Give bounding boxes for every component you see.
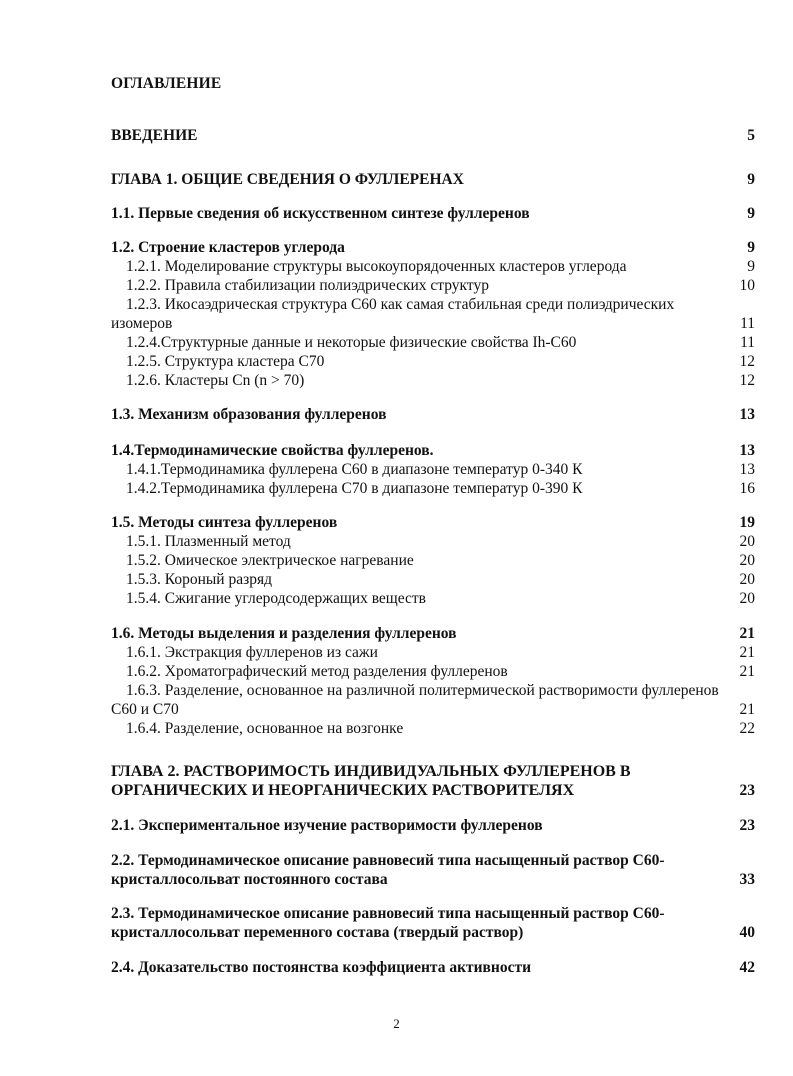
- toc-entry-text: 1.5.1. Плазменный метод: [126, 533, 291, 550]
- toc-entry-1-6-1[interactable]: [126, 643, 755, 662]
- toc-entry-page: 21: [739, 644, 755, 661]
- toc-entry-1-1[interactable]: [111, 204, 755, 223]
- toc-entry-text: 2.3. Термодинамическое описание равновесий типа насыщенный раствор С60-кристаллосольват переменного состава (твердый раствор): [111, 905, 665, 941]
- toc-entry-1-2-6[interactable]: [126, 371, 755, 390]
- toc-entry-text: ГЛАВА 2. РАСТВОРИМОСТЬ ИНДИВИДУАЛЬНЫХ ФУЛЛЕРЕНОВ В ОРГАНИЧЕСКИХ И НЕОРГАНИЧЕСКИХ РАСТВОРИТЕЛЯХ: [111, 763, 631, 799]
- toc-entry-text: 1.4.Термодинамические свойства фуллеренов.: [111, 442, 434, 459]
- toc-entry-1-2-5[interactable]: [126, 352, 755, 371]
- toc-entry-text: 1.4.2.Термодинамика фуллерена С70 в диапазоне температур 0-390 К: [126, 480, 583, 497]
- toc-entry-page: 9: [747, 205, 755, 222]
- toc-entry-1-5-1[interactable]: [126, 532, 755, 551]
- page-number: 2: [393, 1016, 400, 1031]
- toc-entry-page: 20: [739, 590, 755, 607]
- toc-entry-1-3[interactable]: [111, 405, 755, 424]
- toc-entry-text: 2.1. Экспериментальное изучение растворимости фуллеренов: [111, 817, 543, 834]
- toc-entry-2-4[interactable]: [111, 958, 755, 977]
- toc-entry-text: 1.2.1. Моделирование структуры высокоупорядоченных кластеров углерода: [126, 258, 627, 275]
- toc-entry-text: 2.2. Термодинамическое описание равновесий типа насыщенный раствор С60-кристаллосольват постоянного состава: [111, 852, 665, 888]
- toc-entry-text: 1.5. Методы синтеза фуллеренов: [111, 514, 338, 531]
- toc-entry-page: 16: [739, 480, 755, 497]
- toc-entry-text: 1.6.4. Разделение, основанное на возгонке: [126, 720, 404, 737]
- toc-entry-1-4-2[interactable]: [126, 479, 755, 498]
- toc-entry-page: 22: [739, 720, 755, 737]
- toc-entry-text: 2.4. Доказательство постоянства коэффициента активности: [111, 959, 532, 976]
- toc-entry-page: 13: [739, 461, 755, 478]
- toc-entry-text: 1.2.3. Икосаэдрическая структура С60 как самая стабильная среди полиэдрических изомеров: [111, 296, 675, 332]
- toc-entry-1-2[interactable]: [111, 238, 755, 257]
- toc-title: ОГЛАВЛЕНИЕ: [111, 75, 222, 92]
- toc-entry-text: 1.6. Методы выделения и разделения фуллеренов: [111, 625, 457, 642]
- toc-entry-page: 5: [747, 127, 755, 144]
- toc-entry-page: 12: [739, 372, 755, 389]
- toc-entry-page: 40: [739, 924, 755, 941]
- toc-entry-page: 23: [739, 782, 755, 799]
- toc-entry-page: 33: [739, 871, 755, 888]
- toc-entry-text: ГЛАВА 1. ОБЩИЕ СВЕДЕНИЯ О ФУЛЛЕРЕНАХ: [111, 171, 464, 188]
- toc-entry-text: 1.2.2. Правила стабилизации полиэдрических структур: [126, 277, 489, 294]
- toc-entry-text: 1.6.1. Экстракция фуллеренов из сажи: [126, 644, 378, 661]
- toc-entry-page: 21: [739, 625, 755, 642]
- toc-entry-1-5-3[interactable]: [126, 570, 755, 589]
- toc-entry-text: 1.5.2. Омическое электрическое нагревание: [126, 552, 414, 569]
- toc-entry-1-4-1[interactable]: [126, 460, 755, 479]
- toc-entry-1-2-4[interactable]: [126, 333, 755, 352]
- toc-entry-page: 21: [739, 701, 755, 718]
- toc-entry-page: 20: [739, 552, 755, 569]
- toc-entry-text: ВВЕДЕНИЕ: [111, 127, 198, 144]
- toc-entry-page: 20: [739, 571, 755, 588]
- toc-entry-2-3[interactable]: [111, 904, 755, 942]
- toc-entry-1-6[interactable]: [111, 624, 755, 643]
- toc-entry-page: 9: [747, 171, 755, 188]
- toc-entry-text: 1.4.1.Термодинамика фуллерена С60 в диапазоне температур 0-340 К: [126, 461, 583, 478]
- toc-entry-2-1[interactable]: [111, 816, 755, 835]
- toc-entry-chapter-2[interactable]: [111, 762, 755, 800]
- toc-entry-text: 1.2.6. Кластеры Cn (n > 70): [126, 372, 305, 389]
- toc-entry-1-5[interactable]: [111, 513, 755, 532]
- toc-entry-1-6-2[interactable]: [126, 662, 755, 681]
- toc-entry-page: 23: [739, 817, 755, 834]
- toc-entry-1-2-3[interactable]: [111, 295, 755, 333]
- toc-entry-text: 1.6.3. Разделение, основанное на различной политермической растворимости фуллеренов С60 и С70: [111, 682, 719, 718]
- toc-entry-page: 42: [739, 959, 755, 976]
- toc-entry-1-6-4[interactable]: [126, 719, 755, 738]
- toc-entry-text: 1.5.3. Короный разряд: [126, 571, 272, 588]
- toc-entry-text: 1.1. Первые сведения об искусственном синтезе фуллеренов: [111, 205, 530, 222]
- toc-entry-text: 1.5.4. Сжигание углеродсодержащих веществ: [126, 590, 426, 607]
- toc-entry-1-2-2[interactable]: [126, 276, 755, 295]
- toc-entry-page: 21: [739, 663, 755, 680]
- toc-entry-intro[interactable]: [111, 126, 755, 145]
- toc-entry-page: 10: [739, 277, 755, 294]
- toc-entry-text: 1.2.4.Структурные данные и некоторые физические свойства Ih-C60: [126, 334, 577, 351]
- toc-entry-1-5-2[interactable]: [126, 551, 755, 570]
- toc-entry-chapter-1[interactable]: [111, 170, 755, 189]
- toc-entry-page: 11: [740, 334, 755, 351]
- toc-entry-1-6-3[interactable]: [111, 681, 755, 719]
- toc-entry-page: 19: [739, 514, 755, 531]
- toc-entry-page: 20: [739, 533, 755, 550]
- toc-entry-page: 13: [739, 406, 755, 423]
- toc-entry-page: 13: [739, 442, 755, 459]
- toc-entry-text: 1.3. Механизм образования фуллеренов: [111, 406, 387, 423]
- toc-entry-text: 1.6.2. Хроматографический метод разделения фуллеренов: [126, 663, 508, 680]
- toc-entry-1-2-1[interactable]: [126, 257, 755, 276]
- toc-entry-page: 9: [747, 258, 755, 275]
- toc-entry-2-2[interactable]: [111, 851, 755, 889]
- toc-entry-text: 1.2.5. Структура кластера С70: [126, 353, 325, 370]
- toc-entry-1-4[interactable]: [111, 441, 755, 460]
- toc-entry-page: 11: [740, 315, 755, 332]
- toc-entry-text: 1.2. Строение кластеров углерода: [111, 239, 345, 256]
- toc-entry-page: 9: [747, 239, 755, 256]
- toc-entry-page: 12: [739, 353, 755, 370]
- toc-entry-1-5-4[interactable]: [126, 589, 755, 608]
